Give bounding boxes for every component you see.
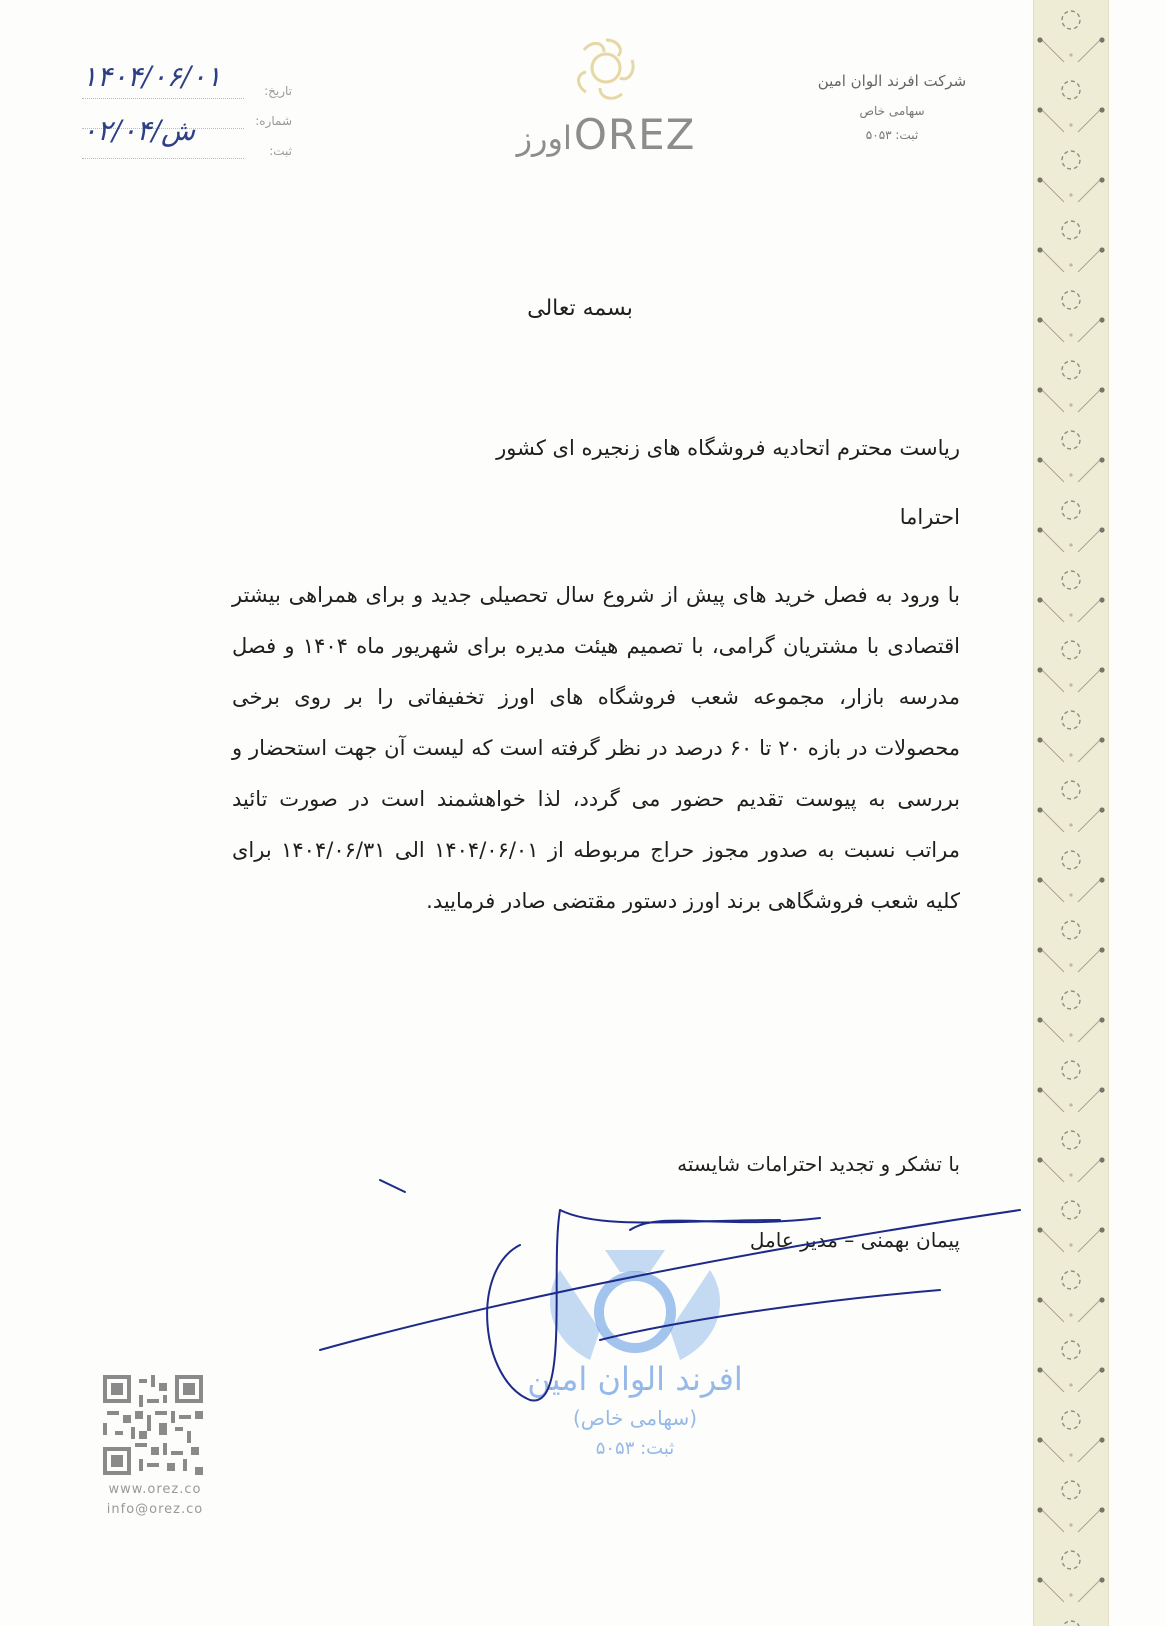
stamp-company-type: (سهامی خاص) bbox=[572, 1406, 698, 1430]
logo-wordmark-fa: اورز bbox=[516, 119, 572, 157]
border-pattern bbox=[1034, 0, 1108, 1626]
decorative-border bbox=[1033, 0, 1109, 1626]
company-header bbox=[782, 72, 1002, 142]
company-type: سهامی خاص bbox=[859, 104, 925, 118]
number-label: شماره: bbox=[255, 114, 292, 128]
signer-name-title: پیمان بهمنی – مدیر عامل bbox=[749, 1228, 960, 1252]
stamp-registration: ثبت: ۵۰۵۳ bbox=[595, 1438, 675, 1459]
letter-addressee: ریاست محترم اتحادیه فروشگاه های زنجیره ای کشور bbox=[496, 436, 960, 460]
stamp-company-name: افرند الوان امین bbox=[527, 1360, 743, 1398]
email-link[interactable]: info@orez.co bbox=[106, 1502, 204, 1517]
letter-meta bbox=[82, 60, 292, 160]
logo-wordmark bbox=[506, 110, 706, 159]
meta-attachment-row bbox=[82, 130, 292, 160]
company-registration: ثبت: ۵۰۵۳ bbox=[865, 128, 919, 142]
website-link[interactable]: www.orez.co bbox=[108, 1482, 202, 1497]
dotted-line bbox=[82, 158, 244, 159]
letter-greeting: احتراما bbox=[899, 505, 960, 529]
dotted-line bbox=[82, 98, 244, 99]
letter-body: با ورود به فصل خرید های پیش از شروع سال تحصیلی جدید و برای همراهی بیشتر اقتصادی با مشتریان گرامی، با تصمیم هیئت مدیره برای شهریور ماه ۱۴۰۴ و فصل مدرسه بازار، مجموعه شعب فروشگاه های اورز تخفیفاتی را بر روی برخی محصولات در بازه ۲۰ تا ۶۰ درصد در نظر گرفته است که لیست آن جهت استحضار و بررسی به پیوست تقدیم حضور می گردد، لذا خواهشمند است در صورت تائید مراتب نسبت به صدور مجوز حراج مربوطه از ۱۴۰۴/۰۶/۰۱ الی ۱۴۰۴/۰۶/۳۱ برای کلیه شعب فروشگاهی برند اورز دستور مقتضی صادر فرمایید. bbox=[232, 583, 961, 913]
date-handwritten: ۱۴۰۴/۰۶/۰۱ bbox=[82, 60, 222, 93]
brand-logo bbox=[506, 32, 706, 164]
number-handwritten: ۰۲/ش/۰۴ bbox=[82, 114, 196, 147]
footer-contact bbox=[100, 1480, 210, 1520]
logo-wordmark-en: OREZ bbox=[573, 110, 696, 159]
letter-closing: با تشکر و تجدید احترامات شایسته bbox=[677, 1152, 960, 1176]
meta-number-row bbox=[82, 100, 292, 147]
flower-logo-icon bbox=[562, 32, 650, 104]
date-label: تاریخ: bbox=[264, 84, 292, 98]
meta-date-row bbox=[82, 60, 292, 100]
company-name: شرکت افرند الوان امین bbox=[817, 72, 967, 90]
letter-title: بسمه تعالی bbox=[527, 296, 633, 321]
qr-code bbox=[103, 1375, 203, 1475]
handwritten-signature bbox=[300, 1150, 1040, 1430]
attachment-label: ثبت: bbox=[269, 144, 292, 158]
